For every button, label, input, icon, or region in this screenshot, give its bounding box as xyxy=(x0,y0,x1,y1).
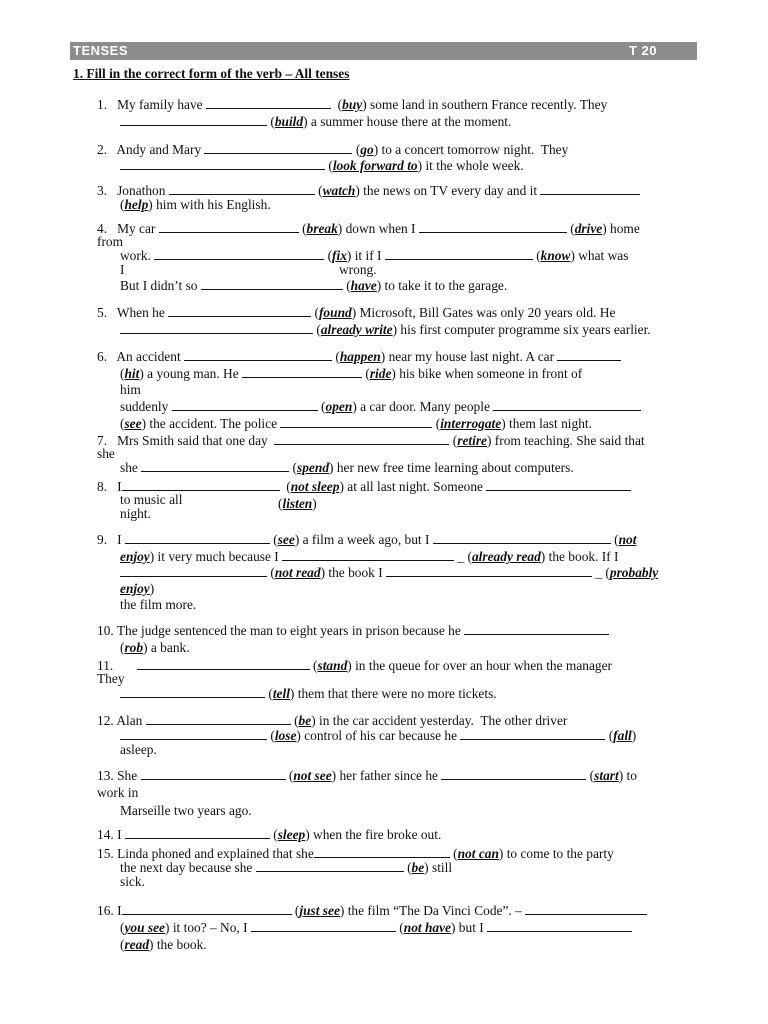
exercise-line xyxy=(120,322,651,337)
line-text: ) the news on TV every day and it xyxy=(355,183,541,198)
line-text: 2. Andy and Mary xyxy=(97,142,205,157)
line-text: ) control of his car because he xyxy=(296,728,461,743)
answer-blank[interactable] xyxy=(256,860,404,872)
verb-prompt: listen xyxy=(282,496,313,511)
verb-prompt: sleep xyxy=(277,827,306,842)
line-text: ) when the fire broke out. xyxy=(305,827,442,842)
verb-prompt: look forward to xyxy=(332,158,418,173)
line-text: ( xyxy=(403,860,412,875)
exercise-line xyxy=(97,846,614,861)
line-text: ) near my house last night. A car xyxy=(380,349,558,364)
verb-prompt: fall xyxy=(613,728,632,743)
exercise-line xyxy=(120,565,658,580)
line-text: ) the book I xyxy=(320,565,387,580)
line-text: ( xyxy=(352,142,361,157)
answer-blank[interactable] xyxy=(460,728,605,740)
line-text: ) her new free time learning about computers. xyxy=(329,460,574,475)
exercise-line xyxy=(120,874,145,889)
line-text: suddenly xyxy=(120,399,172,414)
line-text: ) to take it to the garage. xyxy=(376,278,508,293)
verb-prompt: just see xyxy=(299,903,340,918)
answer-blank[interactable] xyxy=(540,183,640,195)
verb-prompt: hit xyxy=(124,366,140,381)
line-text: ) the book. xyxy=(149,937,207,952)
line-text: 11. xyxy=(97,658,137,673)
line-text: ( xyxy=(330,97,343,112)
line-text: ) xyxy=(631,728,637,743)
exercise-line xyxy=(120,640,190,655)
exercise-line xyxy=(97,234,123,249)
answer-blank[interactable] xyxy=(487,920,632,932)
line-text: ( xyxy=(311,305,319,320)
line-text: ( xyxy=(120,416,125,431)
line-text: ( xyxy=(269,532,278,547)
answer-blank[interactable] xyxy=(274,433,449,445)
line-text: ) to xyxy=(618,768,637,783)
line-text: she xyxy=(120,460,142,475)
answer-blank[interactable] xyxy=(168,305,311,317)
line-text: ) still xyxy=(424,860,453,875)
line-text: They xyxy=(97,671,125,686)
line-text: ) a film a week ago, but I xyxy=(294,532,433,547)
line-text: ) his first computer programme six years earlier. xyxy=(392,322,651,337)
line-text: 15. Linda phoned and explained that she xyxy=(97,846,314,861)
line-text: ) at all last night. Someone xyxy=(339,479,487,494)
line-text: 8. I xyxy=(97,479,122,494)
line-text: ) them that there were no more tickets. xyxy=(289,686,497,701)
line-text: 9. I xyxy=(97,532,125,547)
line-text: ( xyxy=(314,183,323,198)
line-text: ( xyxy=(269,827,278,842)
line-text: ( xyxy=(265,686,273,701)
line-text: sick. xyxy=(120,874,145,889)
line-text: ) it if I xyxy=(346,248,385,263)
exercise-line xyxy=(97,433,645,448)
answer-blank[interactable] xyxy=(120,565,267,577)
answer-blank[interactable] xyxy=(486,479,631,491)
answer-blank[interactable] xyxy=(419,221,567,233)
line-text: _ ( xyxy=(454,549,472,564)
line-text: ( xyxy=(362,366,370,381)
verb-prompt: you see xyxy=(124,920,166,935)
exercise-line xyxy=(120,597,196,612)
exercise-line xyxy=(120,686,497,701)
header-code: T 20 xyxy=(628,43,657,58)
verb-prompt: see xyxy=(277,532,295,547)
exercise-line xyxy=(97,671,125,686)
line-text: ( xyxy=(290,713,299,728)
line-text: ( xyxy=(120,366,125,381)
verb-prompt: already write xyxy=(320,322,393,337)
verb-prompt: break xyxy=(306,221,338,236)
exercise-line xyxy=(97,532,636,547)
line-text: ) his bike when someone in front of xyxy=(391,366,583,381)
line-text: ) what was xyxy=(570,248,629,263)
line-text: ( xyxy=(279,479,291,494)
line-text: 12. Alan xyxy=(97,713,146,728)
line-text: ( xyxy=(317,399,326,414)
line-text: ) from teaching. She said that xyxy=(486,433,645,448)
exercise-line xyxy=(120,366,582,381)
verb-prompt: enjoy xyxy=(120,549,150,564)
answer-blank[interactable] xyxy=(141,460,289,472)
exercise-line xyxy=(120,197,271,212)
exercise-line xyxy=(120,581,154,596)
line-text: 16. I xyxy=(97,903,122,918)
line-text: ) the accident. The police xyxy=(141,416,281,431)
answer-blank[interactable] xyxy=(493,399,641,411)
verb-prompt: retire xyxy=(457,433,487,448)
line-text: work in xyxy=(97,785,139,800)
line-text: asleep. xyxy=(120,742,157,757)
exercise-line xyxy=(120,920,632,935)
line-text: ( xyxy=(291,903,300,918)
line-text: ) to come to the party xyxy=(498,846,614,861)
exercise-line xyxy=(97,768,637,783)
line-text: ) to a concert tomorrow night. They xyxy=(373,142,569,157)
verb-prompt: tell xyxy=(272,686,290,701)
exercise-line xyxy=(120,492,182,507)
verb-prompt: go xyxy=(360,142,374,157)
line-text: 13. She xyxy=(97,768,141,783)
exercise-line xyxy=(120,937,207,952)
verb-prompt: found xyxy=(318,305,352,320)
exercise-line xyxy=(97,623,609,638)
exercise-line xyxy=(120,416,592,431)
verb-prompt: have xyxy=(350,278,377,293)
line-text: 1. My family have xyxy=(97,97,206,112)
line-text: 3. Jonathon xyxy=(97,183,169,198)
answer-blank[interactable] xyxy=(314,846,450,858)
exercise-instruction: 1. Fill in the correct form of the verb – All tenses xyxy=(73,66,350,81)
line-text: from xyxy=(97,234,124,249)
line-text: 7. Mrs Smith said that one day xyxy=(97,433,275,448)
exercise-line xyxy=(339,262,377,277)
line-text: ( xyxy=(332,349,340,364)
answer-blank[interactable] xyxy=(122,903,292,915)
line-text: ) in the queue for over an hour when the manager xyxy=(347,658,613,673)
line-text: ( xyxy=(120,937,125,952)
line-text: ( xyxy=(120,920,125,935)
line-text: ( xyxy=(267,565,275,580)
verb-prompt: rob xyxy=(124,640,144,655)
line-text: ) it very much because I xyxy=(149,549,283,564)
line-text: ) a bank. xyxy=(143,640,190,655)
answer-blank[interactable] xyxy=(159,221,299,233)
line-text: ) but I xyxy=(451,920,488,935)
line-text: ) in the car accident yesterday. The other driver xyxy=(311,713,568,728)
answer-blank[interactable] xyxy=(120,686,265,698)
verb-prompt: not read xyxy=(274,565,321,580)
verb-prompt: stand xyxy=(317,658,348,673)
line-text: ) some land in southern France recently. They xyxy=(362,97,608,112)
answer-blank[interactable] xyxy=(206,97,331,109)
verb-prompt: already read xyxy=(471,549,541,564)
line-text: ( xyxy=(395,920,404,935)
line-text: ) xyxy=(312,496,317,511)
exercise-line xyxy=(120,399,641,414)
exercise-line xyxy=(97,446,115,461)
answer-blank[interactable] xyxy=(172,399,318,411)
answer-blank[interactable] xyxy=(125,532,270,544)
exercise-line xyxy=(120,262,124,277)
line-text: ) it the whole week. xyxy=(417,158,524,173)
line-text: ) her father since he xyxy=(331,768,442,783)
answer-blank[interactable] xyxy=(204,142,352,154)
line-text: work. xyxy=(120,248,155,263)
line-text: ( xyxy=(267,728,275,743)
line-text: ) down when I xyxy=(337,221,419,236)
answer-blank[interactable] xyxy=(433,532,611,544)
line-text: ( xyxy=(313,322,321,337)
line-text: ( xyxy=(586,768,595,783)
answer-blank[interactable] xyxy=(184,349,332,361)
verb-prompt: see xyxy=(124,416,142,431)
line-text: she xyxy=(97,446,115,461)
answer-blank[interactable] xyxy=(169,183,315,195)
exercise-line xyxy=(120,742,157,757)
answer-blank[interactable] xyxy=(386,565,592,577)
verb-prompt: enjoy xyxy=(120,581,150,596)
verb-prompt: lose xyxy=(274,728,297,743)
header-bar xyxy=(70,42,697,60)
verb-prompt: be xyxy=(411,860,425,875)
line-text: ( xyxy=(342,278,351,293)
verb-prompt: interrogate xyxy=(440,416,502,431)
line-text: ) him with his English. xyxy=(148,197,271,212)
line-text: 4. My car xyxy=(97,221,159,236)
line-text: 10. The judge sentenced the man to eight years in prison because he xyxy=(97,623,465,638)
line-text: ( xyxy=(449,433,458,448)
line-text: 6. An accident xyxy=(97,349,185,364)
exercise-line xyxy=(120,860,452,875)
answer-blank[interactable] xyxy=(242,366,362,378)
line-text: ( xyxy=(278,496,283,511)
verb-prompt: not xyxy=(618,532,637,547)
exercise-line xyxy=(120,278,507,293)
exercise-line xyxy=(97,785,138,800)
answer-blank[interactable] xyxy=(251,920,396,932)
line-text: wrong. xyxy=(339,262,377,277)
answer-blank[interactable] xyxy=(154,248,324,260)
line-text: 14. I xyxy=(97,827,125,842)
answer-blank[interactable] xyxy=(201,278,343,290)
answer-blank[interactable] xyxy=(385,248,533,260)
verb-prompt: not can xyxy=(457,846,499,861)
exercise-line xyxy=(97,827,441,842)
line-text: Marseille two years ago. xyxy=(120,803,252,818)
exercise-line xyxy=(97,903,647,918)
exercise-line xyxy=(120,506,151,521)
answer-blank[interactable] xyxy=(120,114,267,126)
line-text: But I didn’t so xyxy=(120,278,201,293)
exercise-line xyxy=(120,114,511,129)
exercise-line xyxy=(97,97,607,112)
verb-prompt: buy xyxy=(342,97,363,112)
line-text: ( xyxy=(432,416,441,431)
line-text: ( xyxy=(324,248,333,263)
verb-prompt: read xyxy=(124,937,150,952)
exercise-line xyxy=(120,248,628,263)
line-text: ( xyxy=(309,658,318,673)
line-text: 5. When he xyxy=(97,305,169,320)
line-text: ) the book. If I xyxy=(540,549,619,564)
verb-prompt: spend xyxy=(297,460,330,475)
line-text: ( xyxy=(610,532,619,547)
line-text: ( xyxy=(289,460,298,475)
line-text: him xyxy=(120,382,141,397)
line-text: ) Microsoft, Bill Gates was only 20 years old. He xyxy=(351,305,616,320)
line-text: ) a car door. Many people xyxy=(352,399,494,414)
exercise-line xyxy=(120,803,252,818)
verb-prompt: happen xyxy=(339,349,381,364)
answer-blank[interactable] xyxy=(125,827,270,839)
line-text: ( xyxy=(285,768,294,783)
verb-prompt: probably xyxy=(609,565,659,580)
exercise-line xyxy=(97,349,621,364)
exercise-line xyxy=(120,549,619,564)
answer-blank[interactable] xyxy=(464,623,609,635)
line-text: ) them last night. xyxy=(501,416,592,431)
line-text: ) home xyxy=(602,221,640,236)
verb-prompt: not see xyxy=(293,768,332,783)
exercise-line xyxy=(97,183,640,198)
answer-blank[interactable] xyxy=(441,768,586,780)
line-text: the film more. xyxy=(120,597,197,612)
verb-prompt: help xyxy=(124,197,149,212)
line-text: ) it too? – No, I xyxy=(165,920,251,935)
line-text: ( xyxy=(120,197,125,212)
answer-blank[interactable] xyxy=(120,322,313,334)
exercise-line xyxy=(97,658,612,673)
line-text: ( xyxy=(325,158,333,173)
line-text: ( xyxy=(605,728,614,743)
verb-prompt: not have xyxy=(403,920,451,935)
verb-prompt: drive xyxy=(574,221,603,236)
line-text: ( xyxy=(449,846,458,861)
line-text: ( xyxy=(298,221,307,236)
exercise-line xyxy=(97,713,567,728)
line-text: ) a summer house there at the moment. xyxy=(303,114,512,129)
line-text: _ ( xyxy=(592,565,610,580)
line-text: ( xyxy=(532,248,541,263)
verb-prompt: ride xyxy=(369,366,392,381)
answer-blank[interactable] xyxy=(137,658,310,670)
line-text: to music all xyxy=(120,492,183,507)
verb-prompt: not sleep xyxy=(290,479,340,494)
line-text: the next day because she xyxy=(120,860,256,875)
header-title: TENSES xyxy=(73,43,129,58)
exercise-line xyxy=(97,221,640,236)
line-text: ) the film “The Da Vinci Code”. – xyxy=(339,903,526,918)
line-text: ) a young man. He xyxy=(139,366,242,381)
verb-prompt: open xyxy=(325,399,353,414)
exercise-line xyxy=(120,382,141,397)
line-text: ( xyxy=(267,114,275,129)
exercise-line xyxy=(278,496,317,511)
answer-blank[interactable] xyxy=(120,158,325,170)
answer-blank[interactable] xyxy=(122,479,280,491)
answer-blank[interactable] xyxy=(280,416,432,428)
answer-blank[interactable] xyxy=(525,903,647,915)
line-text: ( xyxy=(566,221,575,236)
exercise-line xyxy=(97,305,615,320)
answer-blank[interactable] xyxy=(282,549,454,561)
exercise-line xyxy=(120,158,524,173)
answer-blank[interactable] xyxy=(120,728,267,740)
verb-prompt: build xyxy=(274,114,304,129)
exercise-line xyxy=(120,460,574,475)
verb-prompt: be xyxy=(298,713,312,728)
verb-prompt: fix xyxy=(332,248,347,263)
answer-blank[interactable] xyxy=(146,713,291,725)
verb-prompt: watch xyxy=(322,183,356,198)
exercise-line xyxy=(120,728,636,743)
line-text: I xyxy=(120,262,125,277)
answer-blank[interactable] xyxy=(141,768,286,780)
line-text: ) xyxy=(149,581,155,596)
answer-blank[interactable] xyxy=(557,349,621,361)
line-text: night. xyxy=(120,506,151,521)
exercise-line xyxy=(97,142,568,157)
line-text: ( xyxy=(120,640,125,655)
verb-prompt: start xyxy=(594,768,619,783)
verb-prompt: know xyxy=(540,248,571,263)
